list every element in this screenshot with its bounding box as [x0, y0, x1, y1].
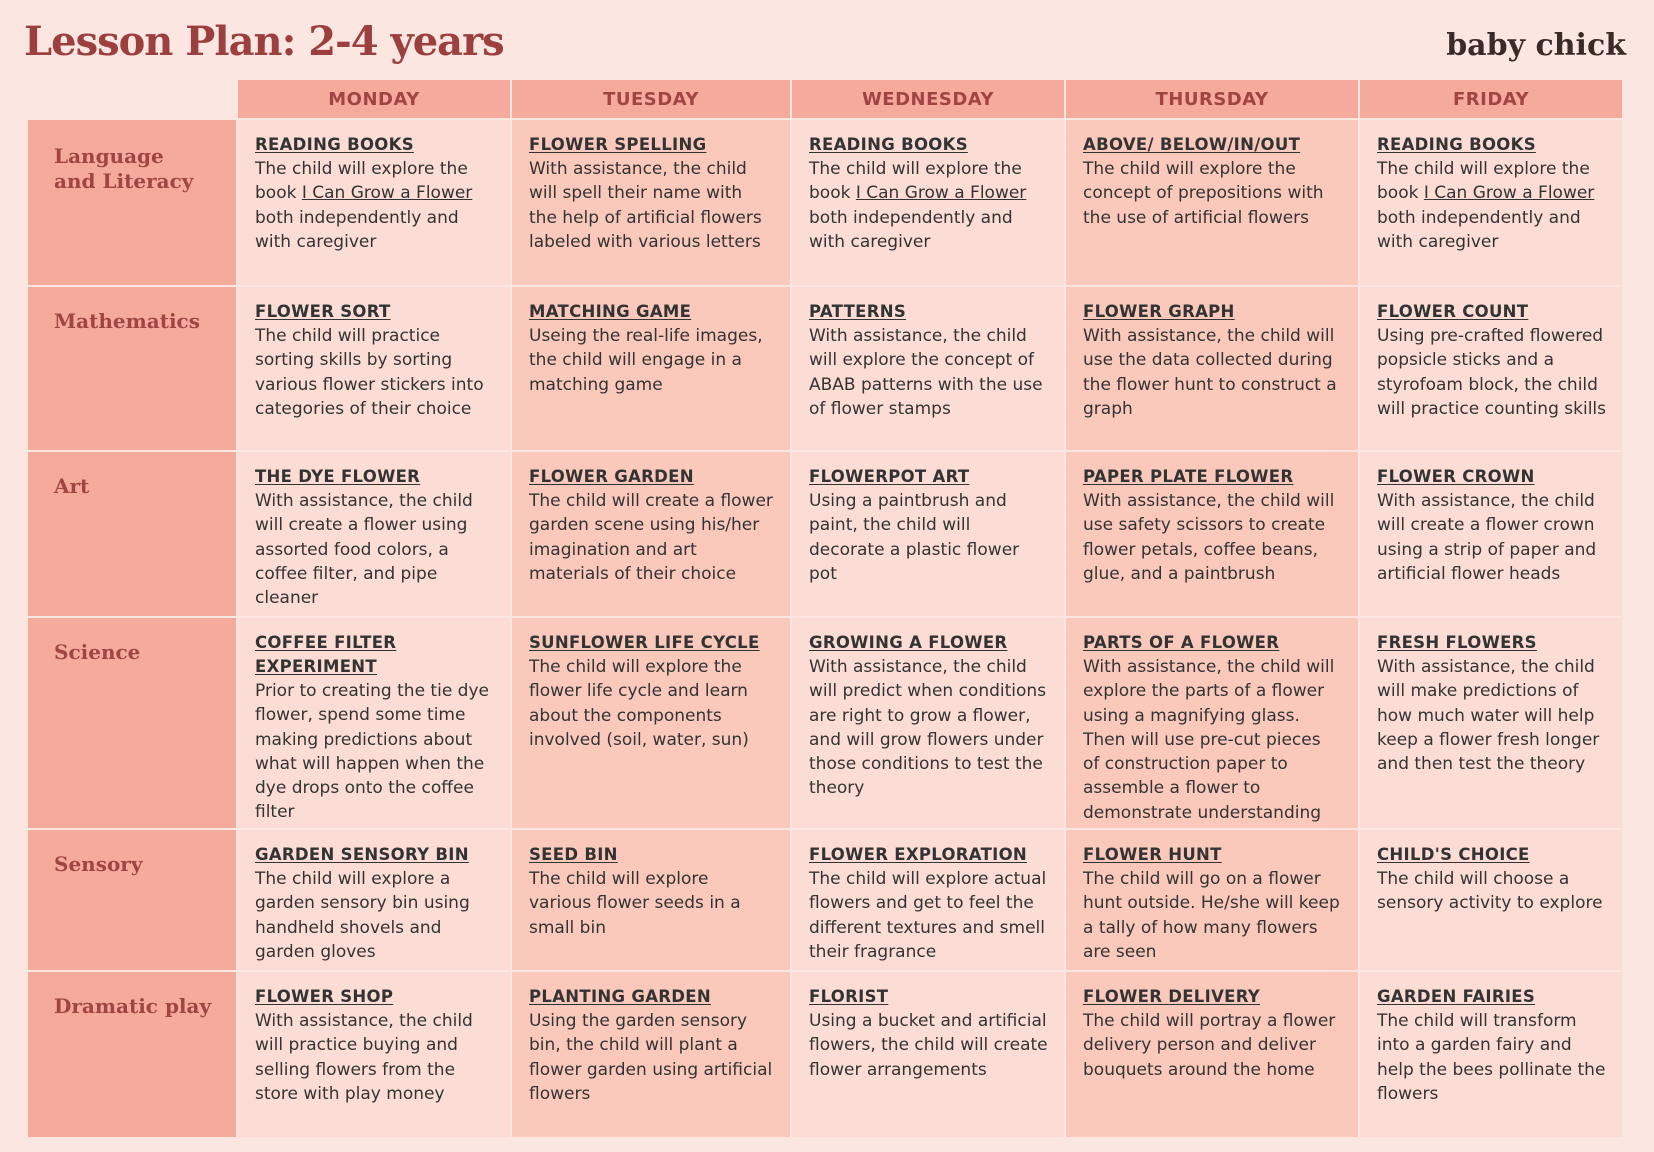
- activity-title: GARDEN FAIRIES: [1377, 987, 1536, 1006]
- activity-cell: [792, 972, 1064, 1137]
- activity-description: [255, 489, 494, 610]
- activity-title: FLOWERPOT ART: [809, 467, 970, 486]
- activity-description: [529, 1009, 774, 1106]
- activity-title: PATTERNS: [809, 302, 907, 321]
- activity-title: SEED BIN: [529, 845, 618, 864]
- book-title: I Can Grow a Flower: [855, 183, 1027, 204]
- activity-cell: [792, 618, 1064, 828]
- activity-title: COFFEE FILTER EXPERIMENT: [255, 633, 397, 676]
- activity-description: [529, 655, 774, 752]
- activity-description: [1083, 489, 1342, 586]
- activity-description: [809, 489, 1048, 586]
- activity-description: [1377, 655, 1606, 776]
- activity-text: With assistance, the child will use the data collected during the flower hunt to construct a graph: [1083, 326, 1337, 419]
- activity-text: Using a paintbrush and paint, the child will decorate a plastic flower pot: [809, 491, 1020, 584]
- activity-title: PARTS OF A FLOWER: [1083, 633, 1280, 652]
- activity-cell: [792, 287, 1064, 450]
- activity-cell: [1360, 452, 1622, 616]
- subject-label: Language and Literacy: [28, 120, 236, 285]
- activity-text: The child will explore the concept of prepositions with the use of artificial flowers: [1083, 159, 1324, 228]
- activity-title: PLANTING GARDEN: [529, 987, 711, 1006]
- activity-text: both independently and with caregiver: [1377, 207, 1581, 252]
- activity-description: [255, 1009, 494, 1106]
- activity-description: [255, 679, 494, 825]
- activity-cell: [238, 972, 510, 1137]
- activity-cell: [1066, 120, 1358, 285]
- activity-title: FLOWER GRAPH: [1083, 302, 1235, 321]
- activity-text: both independently and with caregiver: [255, 207, 459, 252]
- activity-text: With assistance, the child will create a flower using assorted food colors, a coffee filter, and pipe cleaner: [255, 491, 473, 609]
- activity-title: FLOWER COUNT: [1377, 302, 1529, 321]
- activity-title: FLOWER SORT: [255, 302, 391, 321]
- subject-label: Art: [28, 452, 236, 616]
- activity-text: With assistance, the child will create a flower crown using a strip of paper and artificial flower heads: [1377, 491, 1597, 584]
- day-header-friday: FRIDAY: [1360, 80, 1622, 118]
- activity-text: The child will portray a flower delivery person and deliver bouquets around the home: [1083, 1011, 1336, 1080]
- activity-text: With assistance, the child will spell their name with the help of artificial flowers labeled with various letters: [529, 159, 762, 252]
- activity-cell: [1066, 452, 1358, 616]
- subject-label: Dramatic play: [28, 972, 236, 1137]
- activity-cell: [1360, 618, 1622, 828]
- activity-text: With assistance, the child will predict when conditions are right to grow a flower, and will grow flowers under those conditions to test the theory: [809, 657, 1047, 799]
- activity-title: SUNFLOWER LIFE CYCLE: [529, 633, 760, 652]
- activity-cell: [512, 120, 790, 285]
- day-header-thursday: THURSDAY: [1066, 80, 1358, 118]
- activity-title: READING BOOKS: [255, 135, 414, 154]
- activity-description: [255, 867, 494, 964]
- activity-title: FLOWER HUNT: [1083, 845, 1222, 864]
- activity-title: MATCHING GAME: [529, 302, 692, 321]
- activity-description: [1083, 157, 1342, 230]
- activity-cell: [1066, 972, 1358, 1137]
- activity-cell: [238, 618, 510, 828]
- activity-description: [529, 324, 774, 397]
- activity-text: With assistance, the child will explore the concept of ABAB patterns with the use of flower stamps: [809, 326, 1043, 419]
- activity-description: [1083, 324, 1342, 421]
- activity-cell: [1360, 972, 1622, 1137]
- activity-cell: [1066, 287, 1358, 450]
- activity-description: [529, 157, 774, 254]
- activity-cell: [512, 830, 790, 970]
- activity-cell: [512, 618, 790, 828]
- activity-text: The child will explore the book: [809, 159, 1022, 204]
- activity-text: With assistance, the child will explore the parts of a flower using a magnifying glass. Then will use pre-cut pieces of construction paper to assemble a flower to demonstrate understanding: [1083, 657, 1335, 823]
- activity-title: GROWING A FLOWER: [809, 633, 1008, 652]
- subject-label: Mathematics: [28, 287, 236, 450]
- activity-text: The child will explore a garden sensory bin using handheld shovels and garden gloves: [255, 869, 470, 962]
- activity-title: READING BOOKS: [1377, 135, 1536, 154]
- activity-description: [809, 867, 1048, 964]
- activity-title: THE DYE FLOWER: [255, 467, 421, 486]
- activity-title: CHILD'S CHOICE: [1377, 845, 1530, 864]
- book-title: I Can Grow a Flower: [1423, 183, 1595, 204]
- day-header-tuesday: TUESDAY: [512, 80, 790, 118]
- lesson-plan-table: [28, 80, 1626, 1126]
- activity-description: [1377, 1009, 1606, 1106]
- activity-cell: [1360, 830, 1622, 970]
- activity-text: Using the garden sensory bin, the child will plant a flower garden using artificial flowers: [529, 1011, 773, 1104]
- activity-text: The child will explore various flower seeds in a small bin: [529, 869, 741, 938]
- activity-title: FLOWER GARDEN: [529, 467, 694, 486]
- activity-text: With assistance, the child will make predictions of how much water will help keep a flower fresh longer and then test the theory: [1377, 657, 1600, 775]
- activity-cell: [512, 972, 790, 1137]
- activity-cell: [238, 120, 510, 285]
- page-title: Lesson Plan: 2-4 years: [24, 18, 504, 65]
- activity-text: The child will go on a flower hunt outside. He/she will keep a tally of how many flowers are seen: [1083, 869, 1340, 962]
- subject-label: Science: [28, 618, 236, 828]
- activity-title: FLOWER CROWN: [1377, 467, 1535, 486]
- activity-description: [1377, 867, 1606, 916]
- activity-description: [1083, 655, 1342, 825]
- activity-cell: [1066, 618, 1358, 828]
- activity-description: [1377, 489, 1606, 586]
- activity-text: The child will practice sorting skills by sorting various flower stickers into categories of their choice: [255, 326, 484, 419]
- day-header-monday: MONDAY: [238, 80, 510, 118]
- brand-logo: baby chick: [1446, 28, 1626, 63]
- activity-description: [1377, 157, 1606, 254]
- activity-text: The child will choose a sensory activity to explore: [1377, 869, 1603, 914]
- subject-label: Sensory: [28, 830, 236, 970]
- activity-cell: [1360, 287, 1622, 450]
- activity-cell: [512, 452, 790, 616]
- activity-description: [809, 655, 1048, 801]
- activity-cell: [1360, 120, 1622, 285]
- activity-title: FLOWER EXPLORATION: [809, 845, 1028, 864]
- activity-title: GARDEN SENSORY BIN: [255, 845, 469, 864]
- activity-text: both independently and with caregiver: [809, 207, 1013, 252]
- activity-text: Useing the real-life images, the child will engage in a matching game: [529, 326, 763, 395]
- activity-cell: [792, 452, 1064, 616]
- activity-text: Prior to creating the tie dye flower, spend some time making predictions about what will happen when the dye drops onto the coffee filter: [255, 681, 489, 823]
- activity-description: [529, 489, 774, 586]
- activity-cell: [792, 830, 1064, 970]
- activity-text: The child will create a flower garden scene using his/her imagination and art materials of their choice: [529, 491, 773, 584]
- activity-text: With assistance, the child will use safety scissors to create flower petals, coffee beans, glue, and a paintbrush: [1083, 491, 1335, 584]
- activity-text: Using pre-crafted flowered popsicle sticks and a styrofoam block, the child will practice counting skills: [1377, 326, 1607, 419]
- activity-description: [529, 867, 774, 940]
- activity-cell: [238, 830, 510, 970]
- activity-title: PAPER PLATE FLOWER: [1083, 467, 1294, 486]
- activity-description: [1083, 867, 1342, 964]
- activity-title: FRESH FLOWERS: [1377, 633, 1537, 652]
- activity-text: The child will explore actual flowers and get to feel the different textures and smell their fragrance: [809, 869, 1047, 962]
- activity-title: ABOVE/ BELOW/IN/OUT: [1083, 135, 1301, 154]
- activity-cell: [238, 287, 510, 450]
- activity-description: [255, 324, 494, 421]
- activity-title: READING BOOKS: [809, 135, 968, 154]
- activity-description: [1083, 1009, 1342, 1082]
- activity-text: The child will explore the flower life cycle and learn about the components involved (soil, water, sun): [529, 657, 749, 750]
- activity-title: FLOWER SPELLING: [529, 135, 707, 154]
- table-corner: [28, 80, 236, 118]
- activity-cell: [792, 120, 1064, 285]
- activity-title: FLOWER SHOP: [255, 987, 394, 1006]
- activity-cell: [512, 287, 790, 450]
- activity-description: [809, 1009, 1048, 1082]
- activity-text: The child will explore the book: [1377, 159, 1590, 204]
- activity-description: [809, 324, 1048, 421]
- activity-description: [1377, 324, 1606, 421]
- activity-title: FLORIST: [809, 987, 889, 1006]
- activity-description: [255, 157, 494, 254]
- activity-text: Using a bucket and artificial flowers, the child will create flower arrangements: [809, 1011, 1048, 1080]
- activity-cell: [238, 452, 510, 616]
- day-header-wednesday: WEDNESDAY: [792, 80, 1064, 118]
- activity-title: FLOWER DELIVERY: [1083, 987, 1261, 1006]
- activity-text: The child will transform into a garden fairy and help the bees pollinate the flowers: [1377, 1011, 1606, 1104]
- book-title: I Can Grow a Flower: [301, 183, 473, 204]
- activity-description: [809, 157, 1048, 254]
- activity-cell: [1066, 830, 1358, 970]
- activity-text: The child will explore the book: [255, 159, 468, 204]
- activity-text: With assistance, the child will practice buying and selling flowers from the store with play money: [255, 1011, 473, 1104]
